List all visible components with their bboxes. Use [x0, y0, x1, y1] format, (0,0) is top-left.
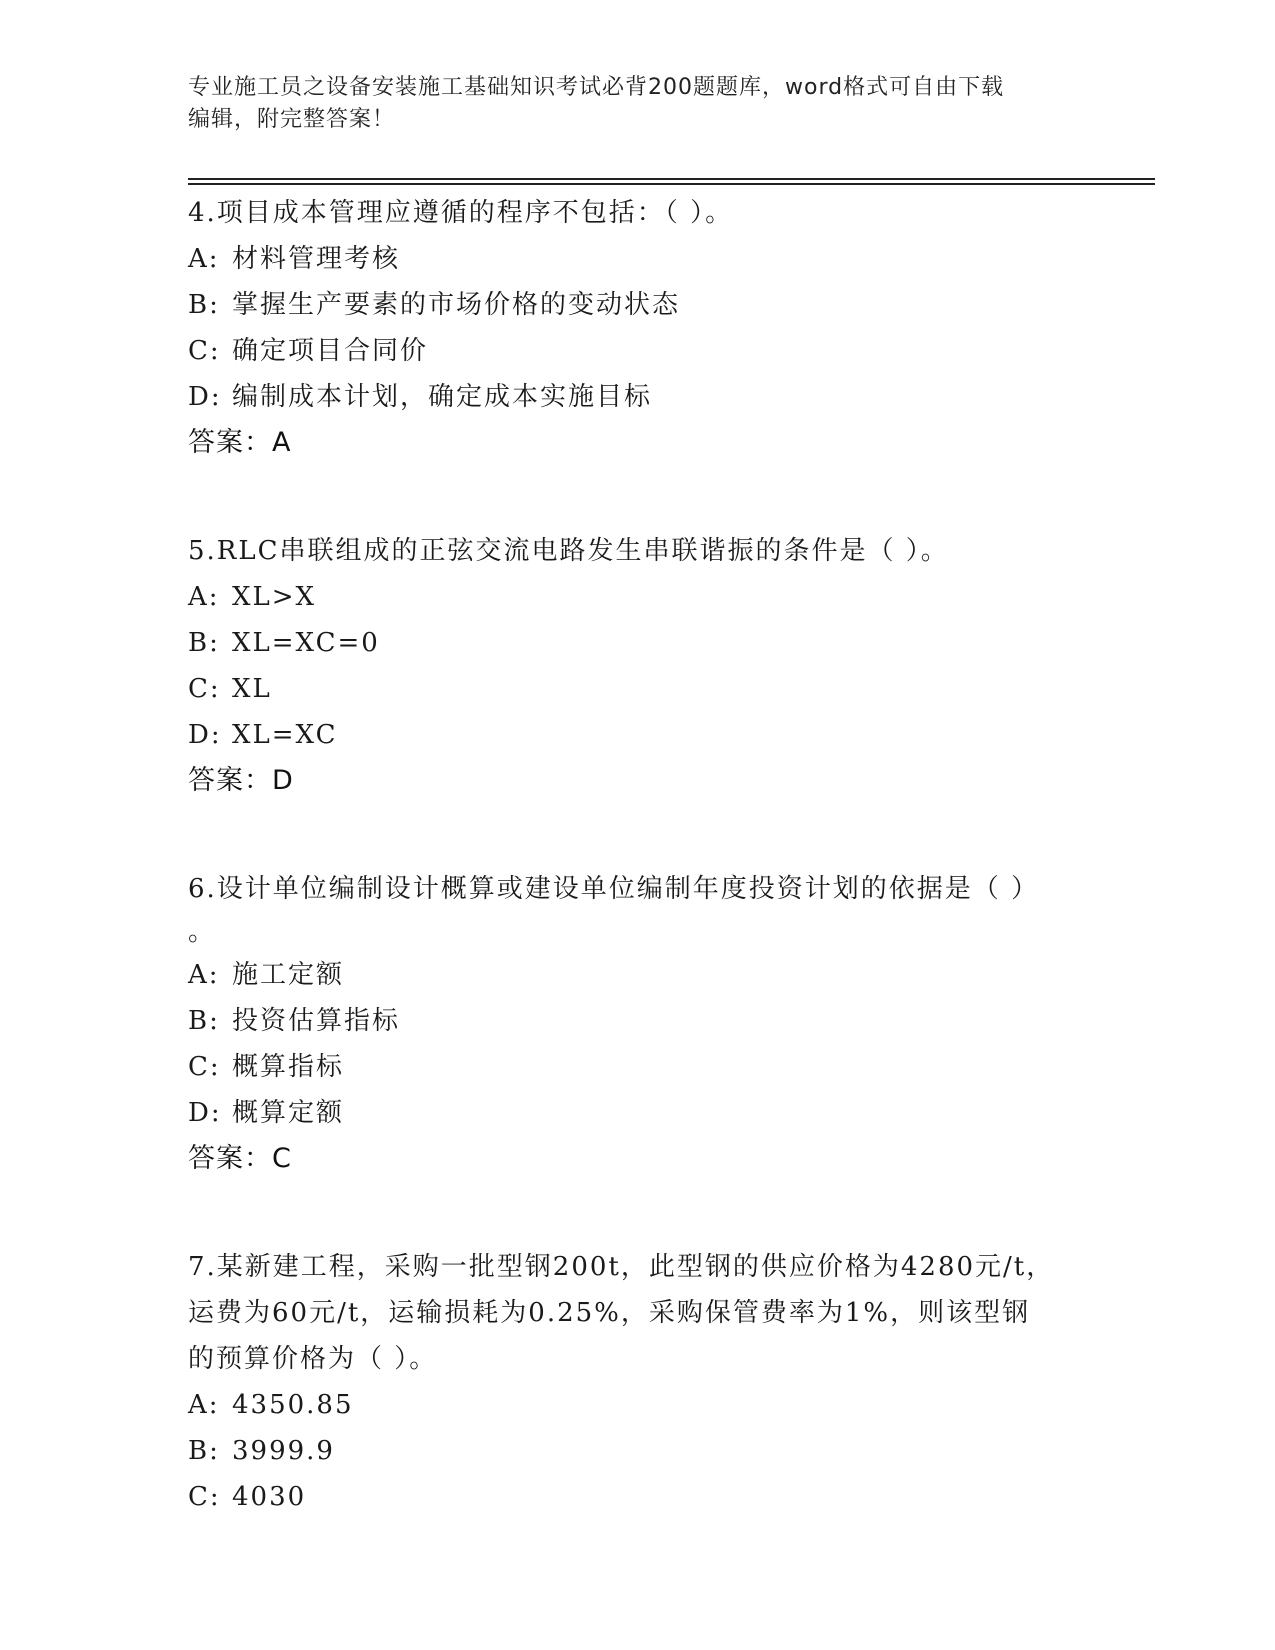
question-text-continuation: 。	[188, 917, 215, 947]
question-text: 6.设计单位编制设计概算或建设单位编制年度投资计划的依据是（ ）	[188, 874, 1040, 904]
option-letter: C:	[188, 1482, 221, 1512]
option-a	[188, 236, 1088, 282]
question-text-line-3: 的预算价格为（ ）。	[188, 1344, 438, 1374]
option-letter: A:	[188, 1390, 220, 1420]
question-text-line-1: 7.某新建工程，采购一批型钢200t，此型钢的供应价格为4280元/t，	[188, 1252, 1055, 1282]
question-text-line-2: 运费为60元/t，运输损耗为0.25%，采购保管费率为1%，则该型钢	[188, 1298, 1031, 1328]
option-c	[188, 328, 1088, 374]
option-d	[188, 1090, 1088, 1136]
option-b	[188, 1428, 1088, 1474]
option-a	[188, 952, 1088, 998]
option-letter: C:	[188, 336, 221, 366]
header-divider-bottom	[188, 183, 1155, 185]
option-text: 确定项目合同价	[232, 336, 429, 366]
question-4	[188, 190, 1088, 466]
option-d	[188, 712, 1088, 758]
option-letter: C:	[188, 1052, 221, 1082]
option-text: 4030	[232, 1482, 307, 1512]
option-letter: A:	[188, 582, 220, 612]
question-text: 4.项目成本管理应遵循的程序不包括：（ ）。	[188, 198, 734, 228]
option-letter: A:	[188, 960, 220, 990]
header-line-2: 编辑，附完整答案！	[188, 107, 396, 132]
option-letter: D:	[188, 720, 222, 750]
option-text: XL>X	[232, 582, 317, 612]
document-header	[188, 72, 1068, 136]
option-letter: B:	[188, 1436, 220, 1466]
question-6	[188, 866, 1088, 1182]
option-letter: C:	[188, 674, 221, 704]
option-letter: A:	[188, 244, 220, 274]
option-text: XL=XC=0	[232, 628, 380, 658]
answer-line: 答案：D	[188, 765, 294, 796]
option-letter: B:	[188, 1006, 220, 1036]
option-text: 编制成本计划，确定成本实施目标	[232, 382, 653, 412]
option-text: 材料管理考核	[232, 244, 401, 274]
option-text: 施工定额	[232, 960, 345, 990]
header-divider-top	[188, 178, 1155, 180]
option-text: XL	[232, 674, 272, 704]
option-b	[188, 282, 1088, 328]
option-b	[188, 620, 1088, 666]
option-text: 掌握生产要素的市场价格的变动状态	[232, 290, 681, 320]
answer-line: 答案：C	[188, 1143, 292, 1174]
option-c	[188, 1044, 1088, 1090]
option-letter: D:	[188, 382, 222, 412]
option-a	[188, 1382, 1088, 1428]
header-line-1: 专业施工员之设备安装施工基础知识考试必背200题题库，word格式可自由下载	[188, 75, 1005, 100]
option-letter: B:	[188, 628, 220, 658]
option-c	[188, 1474, 1088, 1520]
answer-line: 答案：A	[188, 427, 292, 458]
option-text: 4350.85	[232, 1390, 354, 1420]
option-c	[188, 666, 1088, 712]
option-d	[188, 374, 1088, 420]
question-7	[188, 1244, 1088, 1520]
question-5	[188, 528, 1088, 804]
option-text: 概算指标	[232, 1052, 345, 1082]
option-text: 概算定额	[232, 1098, 345, 1128]
option-a	[188, 574, 1088, 620]
option-b	[188, 998, 1088, 1044]
option-letter: B:	[188, 290, 220, 320]
option-text: XL=XC	[232, 720, 338, 750]
question-text: 5.RLC串联组成的正弦交流电路发生串联谐振的条件是（ ）。	[188, 536, 949, 566]
option-letter: D:	[188, 1098, 222, 1128]
option-text: 3999.9	[232, 1436, 335, 1466]
option-text: 投资估算指标	[232, 1006, 401, 1036]
question-list	[188, 190, 1088, 1542]
